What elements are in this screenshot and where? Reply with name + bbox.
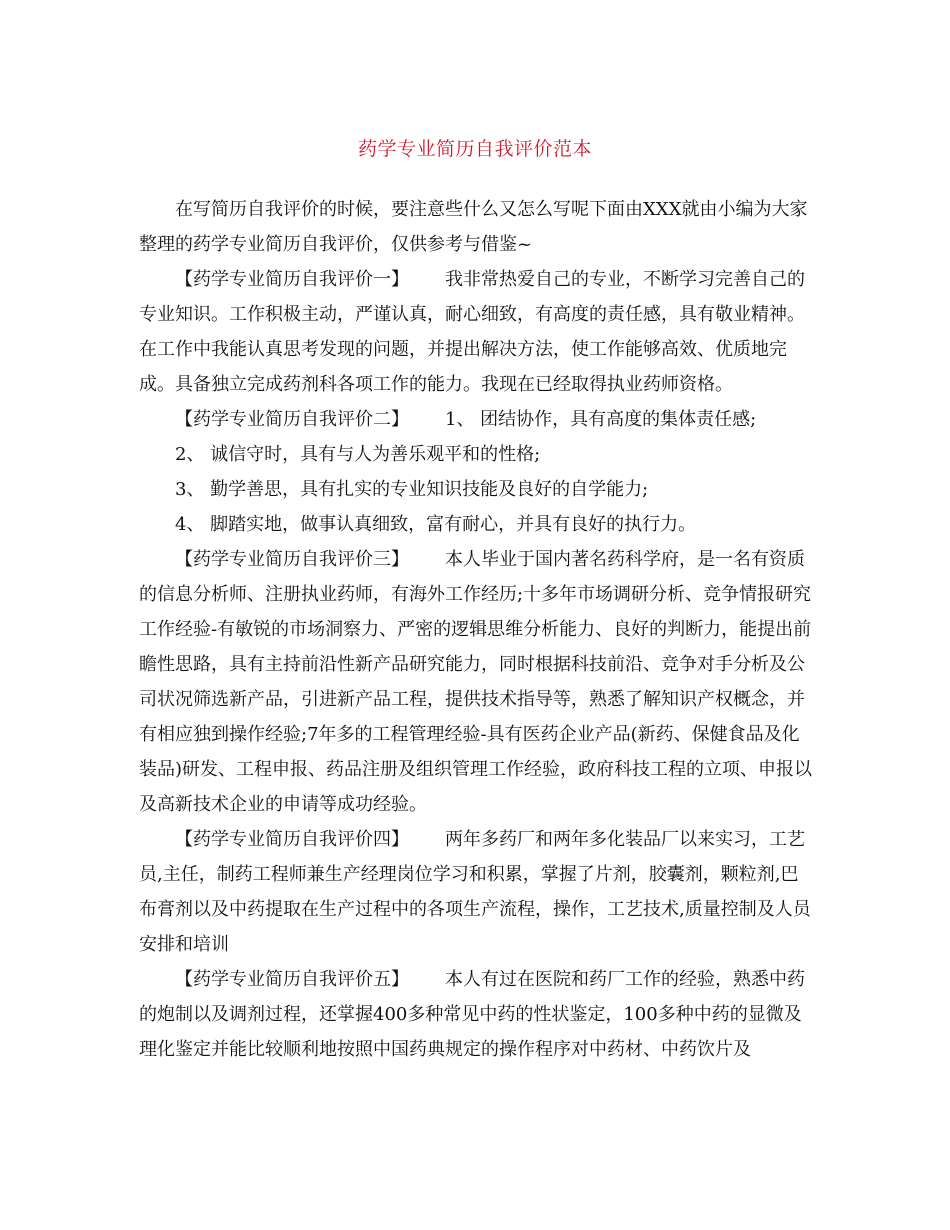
section-three (139, 542, 815, 822)
section-text: 两年多药厂和两年多化装品厂以来实习，工艺员,主任，制药工程师兼生产经理岗位学习和积累，掌握了片剂，胶囊剂，颗粒剂,巴布膏剂以及中药提取在生产过程中的各项生产流程，操作，工艺技术,质量控制及人员安排和培训 (139, 829, 811, 955)
document-body (139, 192, 815, 1067)
section-one (139, 262, 815, 402)
list-item: 2、 诚信守时，具有与人为善乐观平和的性格; (175, 444, 541, 465)
list-item: 3、 勤学善思，具有扎实的专业知识技能及良好的自学能力; (175, 479, 649, 500)
section-five (139, 962, 815, 1067)
section-text: 本人有过在医院和药厂工作的经验，熟悉中药的炮制以及调剂过程，还掌握400多种常见中药的性状鉴定，100多种中药的显微及理化鉴定并能比较顺利地按照中国药典规定的操作程序对中药材、中药饮片及 (139, 969, 805, 1060)
list-item: 4、 脚踏实地，做事认真细致，富有耐心，并具有良好的执行力。 (175, 514, 697, 535)
section-two (139, 402, 815, 437)
section-heading: 【药学专业简历自我评价四】 (175, 829, 409, 850)
section-text: 我非常热爱自己的专业，不断学习完善自己的专业知识。工作积极主动，严谨认真，耐心细致，有高度的责任感，具有敬业精神。在工作中我能认真思考发现的问题，并提出解决方法，使工作能够高效、优质地完成。具备独立完成药剂科各项工作的能力。我现在已经取得执业药师资格。 (139, 269, 805, 395)
section-four (139, 822, 815, 962)
intro-paragraph: 在写简历自我评价的时候，要注意些什么又怎么写呢下面由XXX就由小编为大家整理的药学专业简历自我评价，仅供参考与借鉴~ (139, 199, 808, 255)
section-heading: 【药学专业简历自我评价五】 (175, 969, 409, 990)
section-text: 本人毕业于国内著名药科学府，是一名有资质的信息分析师、注册执业药师，有海外工作经历;十多年市场调研分析、竞争情报研究工作经验-有敏锐的市场洞察力、严密的逻辑思维分析能力、良好的判断力，能提出前瞻性思路，具有主持前沿性新产品研究能力，同时根据科技前沿、竞争对手分析及公司状况筛选新产品，引进新产品工程，提供技术指导等，熟悉了解知识产权概念，并有相应独到操作经验;7年多的工程管理经验-具有医药企业产品(新药、保健食品及化装品)研发、工程申报、药品注册及组织管理工作经验，政府科技工程的立项、申报以及高新技术企业的申请等成功经验。 (139, 549, 813, 815)
section-text: 1、 团结协作，具有高度的集体责任感; (445, 409, 757, 430)
section-heading: 【药学专业简历自我评价二】 (175, 409, 409, 430)
page-title: 药学专业简历自我评价范本 (357, 138, 592, 160)
section-heading: 【药学专业简历自我评价一】 (175, 269, 409, 290)
section-heading: 【药学专业简历自我评价三】 (175, 549, 409, 570)
